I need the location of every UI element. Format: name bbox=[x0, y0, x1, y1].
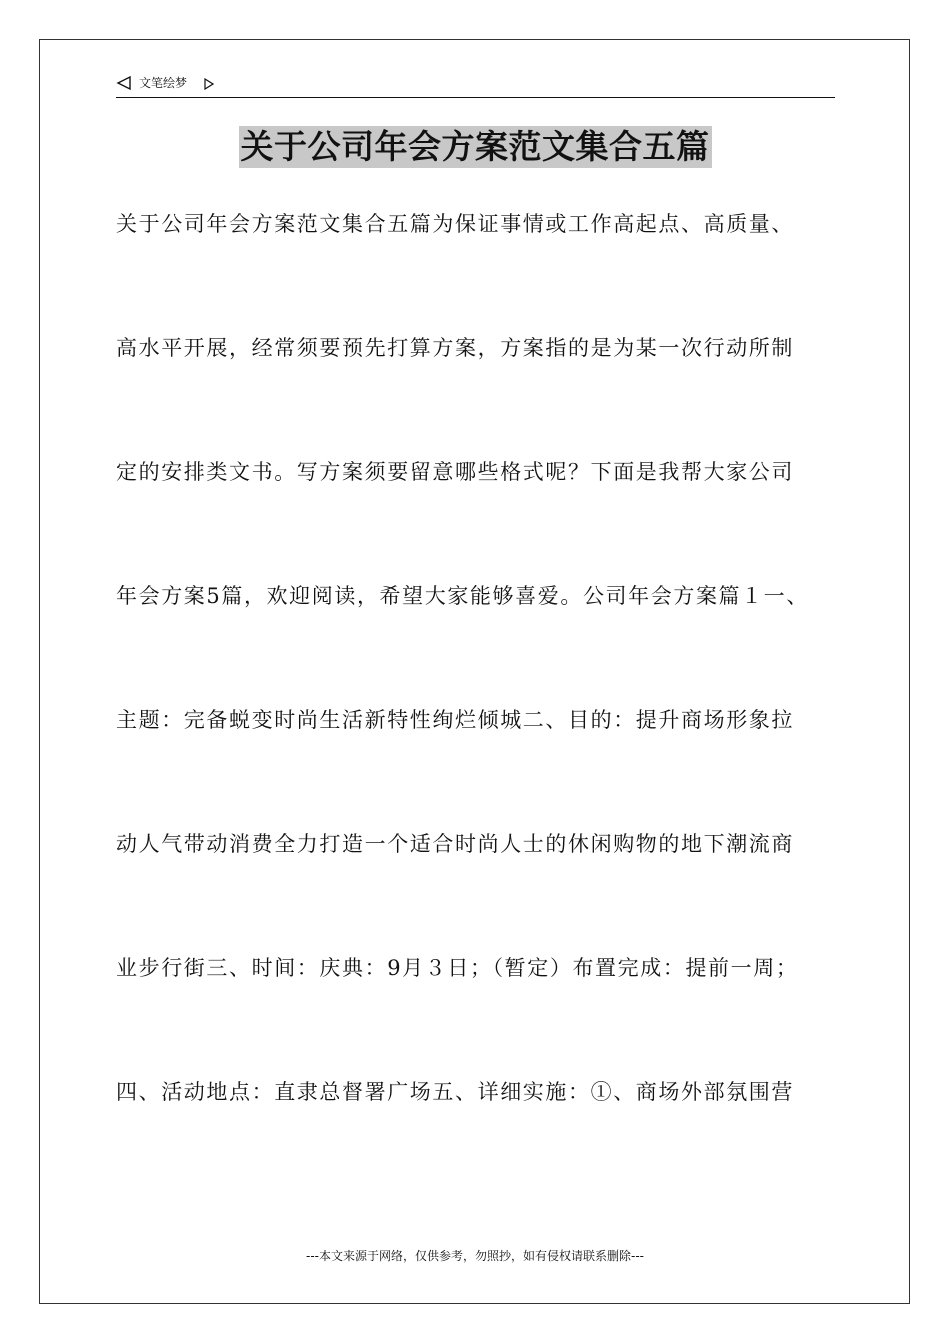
document-title-text: 关于公司年会方案范文集合五篇 bbox=[240, 127, 710, 166]
body-line: 动人气带动消费全力打造一个适合时尚人士的休闲购物的地下潮流商 bbox=[116, 832, 794, 856]
document-body bbox=[116, 206, 856, 1198]
header-brand-text: 文笔绘梦 bbox=[139, 76, 188, 90]
page-footer-disclaimer: ---本文来源于网络，仅供参考，勿照抄，如有侵权请联系删除--- bbox=[306, 1249, 644, 1263]
body-line: 定的安排类文书。写方案须要留意哪些格式呢？下面是我帮大家公司 bbox=[116, 460, 794, 484]
document-title bbox=[0, 126, 950, 170]
triangle-right-outline-icon bbox=[204, 75, 214, 87]
body-line: 高水平开展，经常须要预先打算方案，方案指的是为某一次行动所制 bbox=[116, 336, 794, 360]
page-header bbox=[116, 74, 835, 98]
body-line: 四、活动地点：直隶总督署广场五、详细实施：①、商场外部氛围营 bbox=[116, 1080, 794, 1104]
body-line: 业步行街三、时间：庆典：9月３日；（暂定）布置完成：提前一周； bbox=[116, 956, 799, 980]
body-line: 关于公司年会方案范文集合五篇为保证事情或工作高起点、高质量、 bbox=[116, 212, 794, 236]
body-line: 主题：完备蜕变时尚生活新特性绚烂倾城二、目的：提升商场形象拉 bbox=[116, 708, 794, 732]
triangle-left-outline-icon bbox=[116, 75, 132, 91]
body-line: 年会方案5篇，欢迎阅读，希望大家能够喜爱。公司年会方案篇１一、 bbox=[116, 584, 809, 608]
